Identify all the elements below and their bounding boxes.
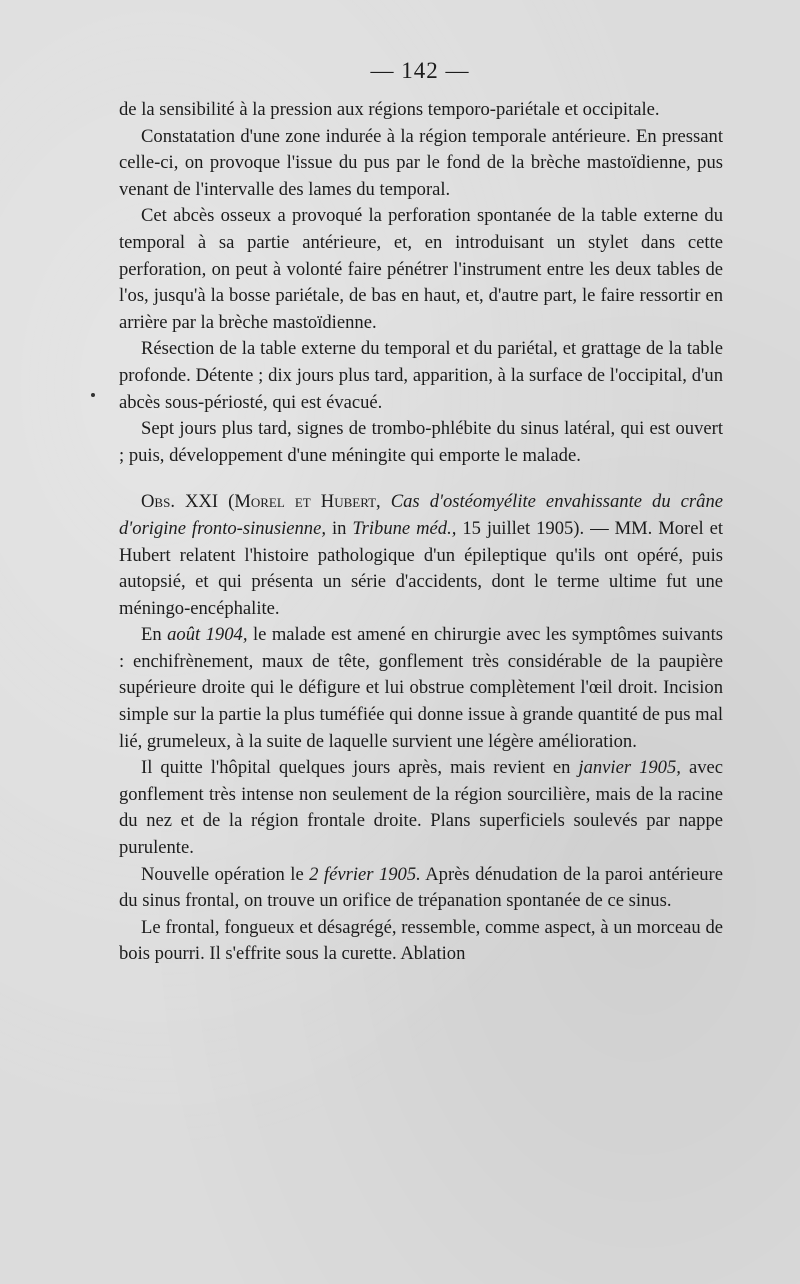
observation-title: Cas d'ostéomyélite envahissante du crâne d'origine fronto-sinusienne, [119, 491, 723, 539]
paragraph-frontal: Le frontal, fongueux et désagrégé, ressemble, comme aspect, à un morceau de bois pourri. Il s'effrite sous la curette. Ablation [119, 916, 723, 965]
paragraph-aout [119, 622, 723, 755]
date-aout-1904: août 1904, [167, 624, 248, 646]
paragraph-hopital-text: avec gonflement très intense non seulement de la région sourcilière, mais de la racine du nez et de la région frontale droite. Plans superficiels soulevés par nappe purulente. [119, 757, 723, 859]
paragraph-aout-start: En [141, 624, 162, 646]
observation-paragraph [119, 489, 723, 622]
paragraph-hopital-start: Il quitte l'hôpital quelques jours après, mais revient en [141, 757, 571, 779]
paragraph-resection: Résection de la table externe du temporal et du pariétal, et grattage de la table profonde. Détente ; dix jours plus tard, apparition, à la surface de l'occipital, d'un abcès sous-périosté, qui est évacué. [119, 338, 723, 413]
paragraph-operation-text: Après dénudation de la paroi antérieure du sinus frontal, on trouve un orifice de trépanation spontanée de ce sinus. [119, 863, 724, 912]
observation-date: 15 juillet 1905). [462, 517, 585, 539]
paragraph-hopital [119, 755, 723, 861]
paragraph-abces: Cet abcès osseux a provoqué la perforation spontanée de la table externe du temporal à sa partie antérieure, et, en introduisant un stylet dans cette perforation, on peut à volonté faire pénétrer l'instrument entre les deux tables de l'os, jusqu'à la bosse pariétale, de bas en haut, et, d'autre part, le faire ressortir en arrière par la brèche mastoïdienne. [119, 205, 723, 333]
observation-in: in [331, 517, 347, 539]
observation-label: Obs. XXI [141, 491, 219, 513]
body-text [119, 97, 723, 968]
paragraph-aout-text: le malade est amené en chirurgie avec les symptômes suivants : enchifrènement, maux de tête, gonflement très considérable de la paupière supérieure droite qui le défigure et lui obstrue complètement l'œil droit. Incision simple sur la partie la plus tuméfiée qui donne issue à grande quantité de pus mal lié, grumeleux, à la suite de laquelle survient une légère amélioration. [119, 624, 724, 752]
paragraph-nouvelle-operation [119, 862, 723, 915]
date-janvier-1905: janvier 1905, [578, 757, 681, 779]
observation-authors: Morel et Hubert, [234, 491, 381, 513]
date-fevrier-1905: 2 février 1905. [309, 863, 421, 885]
observation-text: — MM. Morel et Hubert relatent l'histoire pathologique d'un épileptique qu'ils ont opéré, puis autopsié, et qui présenta un série d'accidents, dont le terme ultime fut une méningo-encéphalite. [119, 517, 723, 619]
observation-journal: Tribune méd., [352, 517, 457, 539]
page-number: — 142 — [370, 58, 470, 83]
paragraph-constatation: Constatation d'une zone indurée à la région temporale antérieure. En pressant celle-ci, on provoque l'issue du pus par le fond de la brèche mastoïdienne, pus venant de l'intervalle des lames du temporal. [119, 125, 723, 200]
paragraph-operation-start: Nouvelle opération le [141, 863, 304, 885]
paragraph-sept-jours: Sept jours plus tard, signes de trombo-phlébite du sinus latéral, qui est ouvert ; puis, développement d'une méningite qui emporte le malade. [119, 418, 723, 466]
ink-speck [91, 393, 95, 397]
observation-open-paren: ( [228, 491, 235, 513]
paragraph-continuation: de la sensibilité à la pression aux régions temporo-pariétale et occipitale. [119, 99, 660, 120]
